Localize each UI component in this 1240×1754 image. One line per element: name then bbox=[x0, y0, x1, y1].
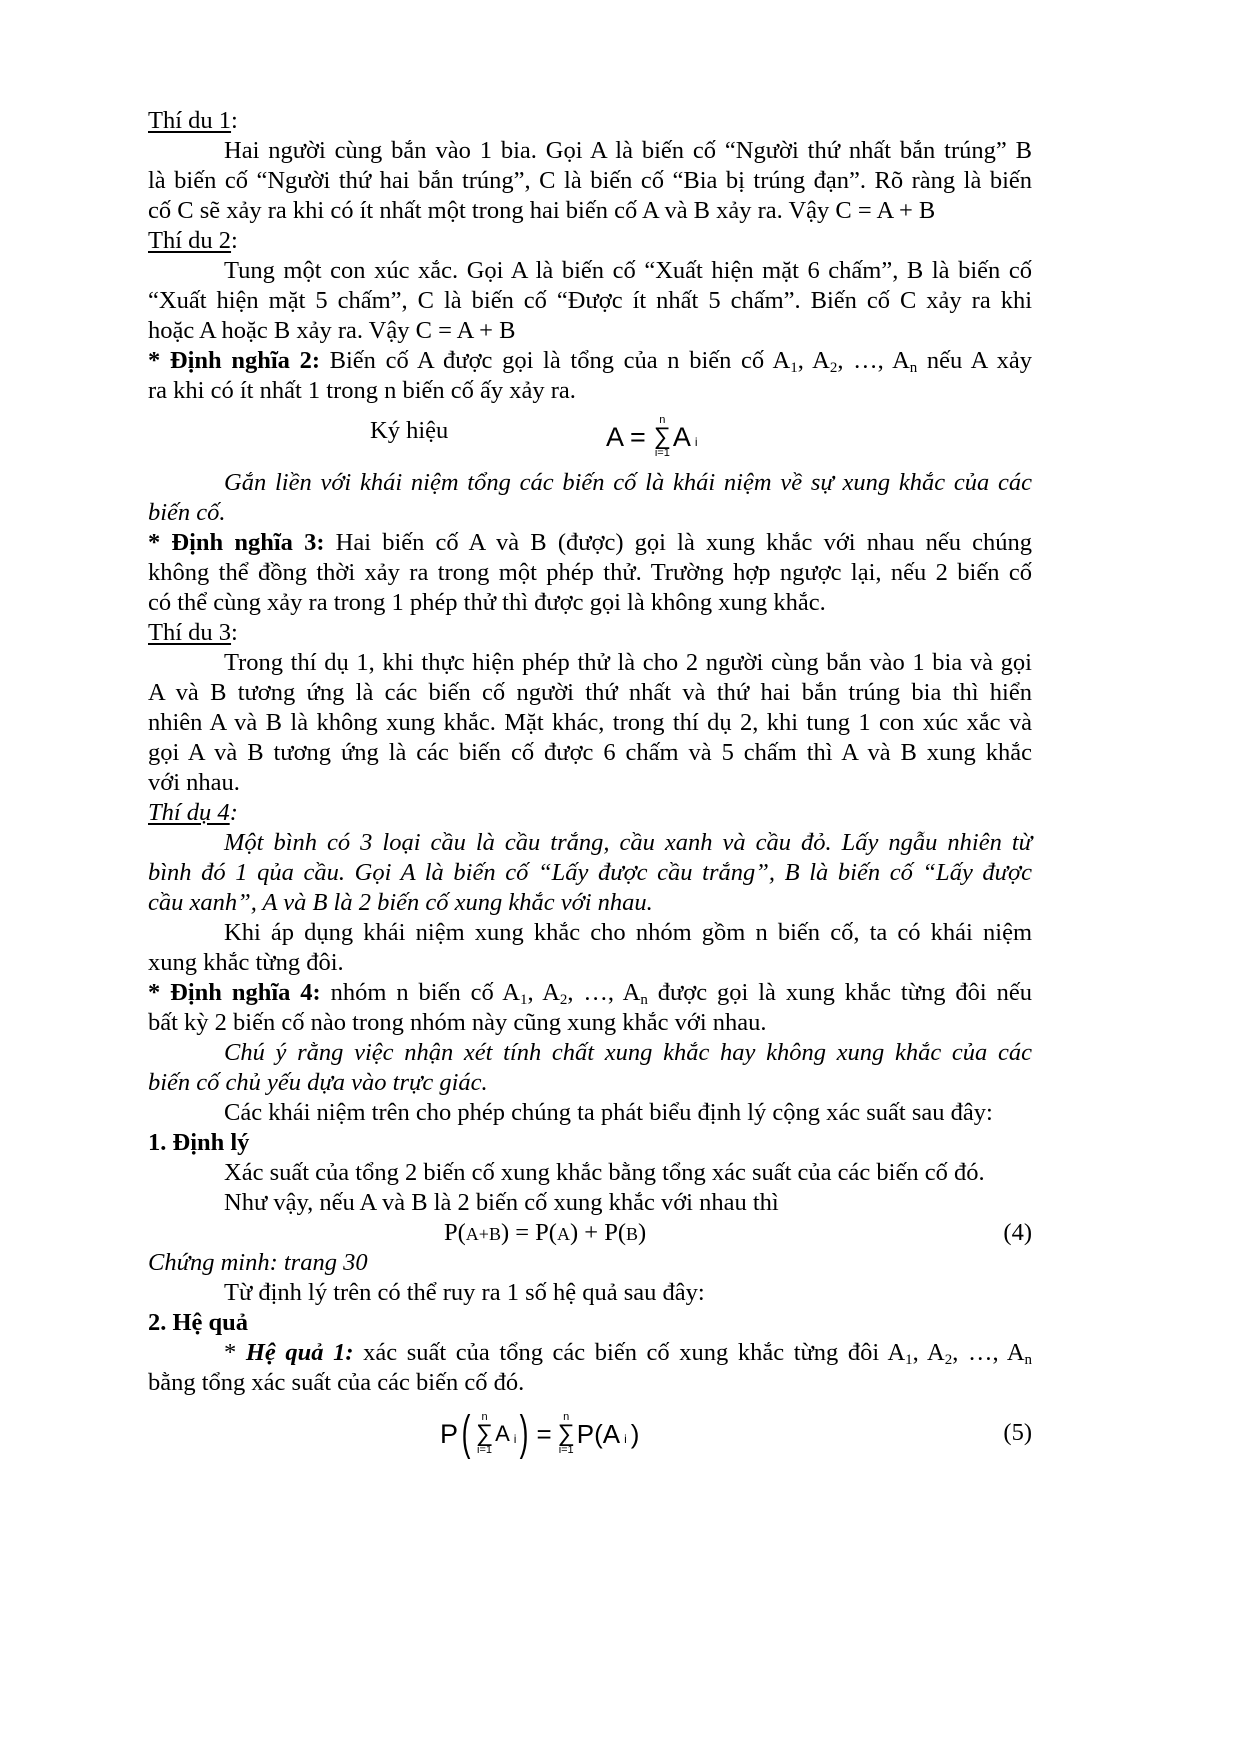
theorem-heading: 1. Định lý bbox=[148, 1129, 250, 1156]
proof-reference: Chứng minh: trang 30 bbox=[148, 1249, 368, 1276]
definition-3-text-line: không thể đồng thời xảy ra trong một phép thử. Trường hợp ngược lại, nếu 2 biến cố bbox=[148, 559, 1032, 586]
sum-formula: A = n ∑ i=1 A i bbox=[606, 414, 698, 459]
pairwise-intro-line: Khi áp dụng khái niệm xung khắc cho nhóm gồm n biến cố, ta có khái niệm bbox=[224, 919, 1032, 946]
equation-4 bbox=[148, 1218, 1032, 1248]
remark-2-line: biến cố chủ yếu dựa vào trực giác. bbox=[148, 1069, 488, 1096]
sigma-icon: n ∑ i=1 bbox=[557, 1411, 575, 1456]
equation-5 bbox=[148, 1398, 1032, 1470]
definition-4-text-line: bất kỳ 2 biến cố nào trong nhóm này cũng xung khắc với nhau. bbox=[148, 1009, 767, 1036]
example-3-text-line: gọi A và B tương ứng là các biến cố được 6 chấm và 5 chấm thì A và B xung khắc bbox=[148, 739, 1032, 766]
pairwise-intro-line: xung khắc từng đôi. bbox=[148, 949, 344, 976]
sigma-icon: n ∑ i=1 bbox=[476, 1411, 494, 1456]
example-3-text-line: nhiên A và B là không xung khắc. Mặt khác, trong thí dụ 2, khi tung 1 con xúc xắc và bbox=[148, 709, 1032, 736]
example-4-title: Thí dụ 4 bbox=[148, 799, 230, 826]
example-4-text-line: cầu xanh”, A và B là 2 biến cố xung khắc với nhau. bbox=[148, 889, 653, 916]
definition-2-label: * Định nghĩa 2: bbox=[148, 347, 320, 374]
sigma-icon: n ∑ i=1 bbox=[653, 414, 671, 459]
example-1-title: Thí du 1 bbox=[148, 107, 232, 134]
example-4-text-line: Một bình có 3 loại cầu là cầu trắng, cầu xanh và cầu đỏ. Lấy ngẫu nhiên từ bbox=[224, 829, 1032, 856]
remark-2-line: Chú ý rằng việc nhận xét tính chất xung khắc hay không xung khắc của các bbox=[224, 1039, 1032, 1066]
example-1-heading: Thí du 1: bbox=[148, 107, 238, 134]
example-2-heading: Thí du 2: bbox=[148, 227, 238, 254]
corollary-1-text-line: bằng tổng xác suất của các biến cố đó. bbox=[148, 1369, 525, 1396]
document-page bbox=[148, 106, 1032, 1470]
remark-1-line: Gắn liền với khái niệm tổng các biến cố là khái niệm về sự xung khắc của các bbox=[224, 469, 1032, 496]
equation-4-expression: P(A+B) = P(A) + P(B) bbox=[444, 1219, 647, 1246]
notation-formula bbox=[148, 406, 1032, 468]
example-1-text-line: là biến cố “Người thứ hai bắn trúng”, C là biến cố “Bia bị trúng đạn”. Rõ ràng là biến bbox=[148, 167, 1032, 194]
corollary-1: * Hệ quả 1: xác suất của tổng các biến cố xung khắc từng đôi $A_1$, $A_2$, …, $A_n$ bbox=[224, 1339, 1033, 1368]
example-2-text-line: Tung một con xúc xắc. Gọi A là biến cố “Xuất hiện mặt 6 chấm”, B là biến cố bbox=[224, 257, 1032, 284]
example-4-text-line: bình đó 1 qủa cầu. Gọi A là biến cố “Lấy được cầu trắng”, B là biến cố “Lấy được bbox=[148, 859, 1032, 886]
example-1-text-line: cố C sẽ xảy ra khi có ít nhất một trong hai biến cố A và B xảy ra. Vậy C = A + B bbox=[148, 197, 936, 224]
theorem-statement: Xác suất của tổng 2 biến cố xung khắc bằng tổng xác suất của các biến cố đó. bbox=[224, 1159, 985, 1186]
definition-2: * Định nghĩa 2: Biến cố A được gọi là tổng của n biến cố $A_1$, $A_2$, …, $A_n$ nếu A xảy bbox=[148, 347, 1033, 376]
notation-label: Ký hiệu bbox=[370, 417, 449, 444]
example-4-heading: Thí dụ 4: bbox=[148, 799, 238, 826]
definition-3-label: * Định nghĩa 3: bbox=[148, 529, 325, 556]
example-2-title: Thí du 2 bbox=[148, 227, 232, 254]
equation-4-number: (4) bbox=[1003, 1219, 1032, 1246]
definition-4: * Định nghĩa 4: nhóm n biến cố $A_1$, $A_2$, …, $A_n$ được gọi là xung khắc từng đôi nếu bbox=[148, 979, 1032, 1008]
equation-5-number: (5) bbox=[1003, 1419, 1032, 1446]
example-3-text-line: với nhau. bbox=[148, 769, 240, 796]
corollary-intro: Từ định lý trên có thể ruy ra 1 số hệ quả sau đây: bbox=[224, 1279, 705, 1306]
example-2-text-line: hoặc A hoặc B xảy ra. Vậy C = A + B bbox=[148, 317, 516, 344]
transition-text: Các khái niệm trên cho phép chúng ta phát biểu định lý cộng xác suất sau đây: bbox=[224, 1099, 993, 1126]
example-3-text-line: Trong thí dụ 1, khi thực hiện phép thử là cho 2 người cùng bắn vào 1 bia và gọi bbox=[224, 649, 1032, 676]
definition-3: * Định nghĩa 3: Hai biến cố A và B (được) gọi là xung khắc với nhau nếu chúng bbox=[148, 529, 1032, 556]
remark-1-line: biến cố. bbox=[148, 499, 226, 526]
equation-5-expression: P ( n ∑ i=1 A i ) = n ∑ i=1 P(A i ) bbox=[440, 1407, 640, 1460]
example-1-text-line: Hai người cùng bắn vào 1 bia. Gọi A là biến cố “Người thứ nhất bắn trúng” B bbox=[224, 137, 1032, 164]
definition-2-text-line: ra khi có ít nhất 1 trong n biến cố ấy xảy ra. bbox=[148, 377, 576, 404]
definition-3-text-line: có thể cùng xảy ra trong 1 phép thử thì được gọi là không xung khắc. bbox=[148, 589, 826, 616]
example-2-text-line: “Xuất hiện mặt 5 chấm”, C là biến cố “Được ít nhất 5 chấm”. Biến cố C xảy ra khi bbox=[148, 287, 1032, 314]
definition-4-label: * Định nghĩa 4: bbox=[148, 979, 321, 1006]
example-3-heading: Thí du 3: bbox=[148, 619, 238, 646]
example-3-title: Thí du 3 bbox=[148, 619, 232, 646]
corollary-1-label: Hệ quả 1: bbox=[245, 1339, 354, 1366]
theorem-restatement: Như vậy, nếu A và B là 2 biến cố xung khắc với nhau thì bbox=[224, 1189, 779, 1216]
example-3-text-line: A và B tương ứng là các biến cố người thứ nhất và thứ hai bắn trúng bia thì hiển bbox=[148, 679, 1032, 706]
corollary-heading: 2. Hệ quả bbox=[148, 1309, 249, 1336]
